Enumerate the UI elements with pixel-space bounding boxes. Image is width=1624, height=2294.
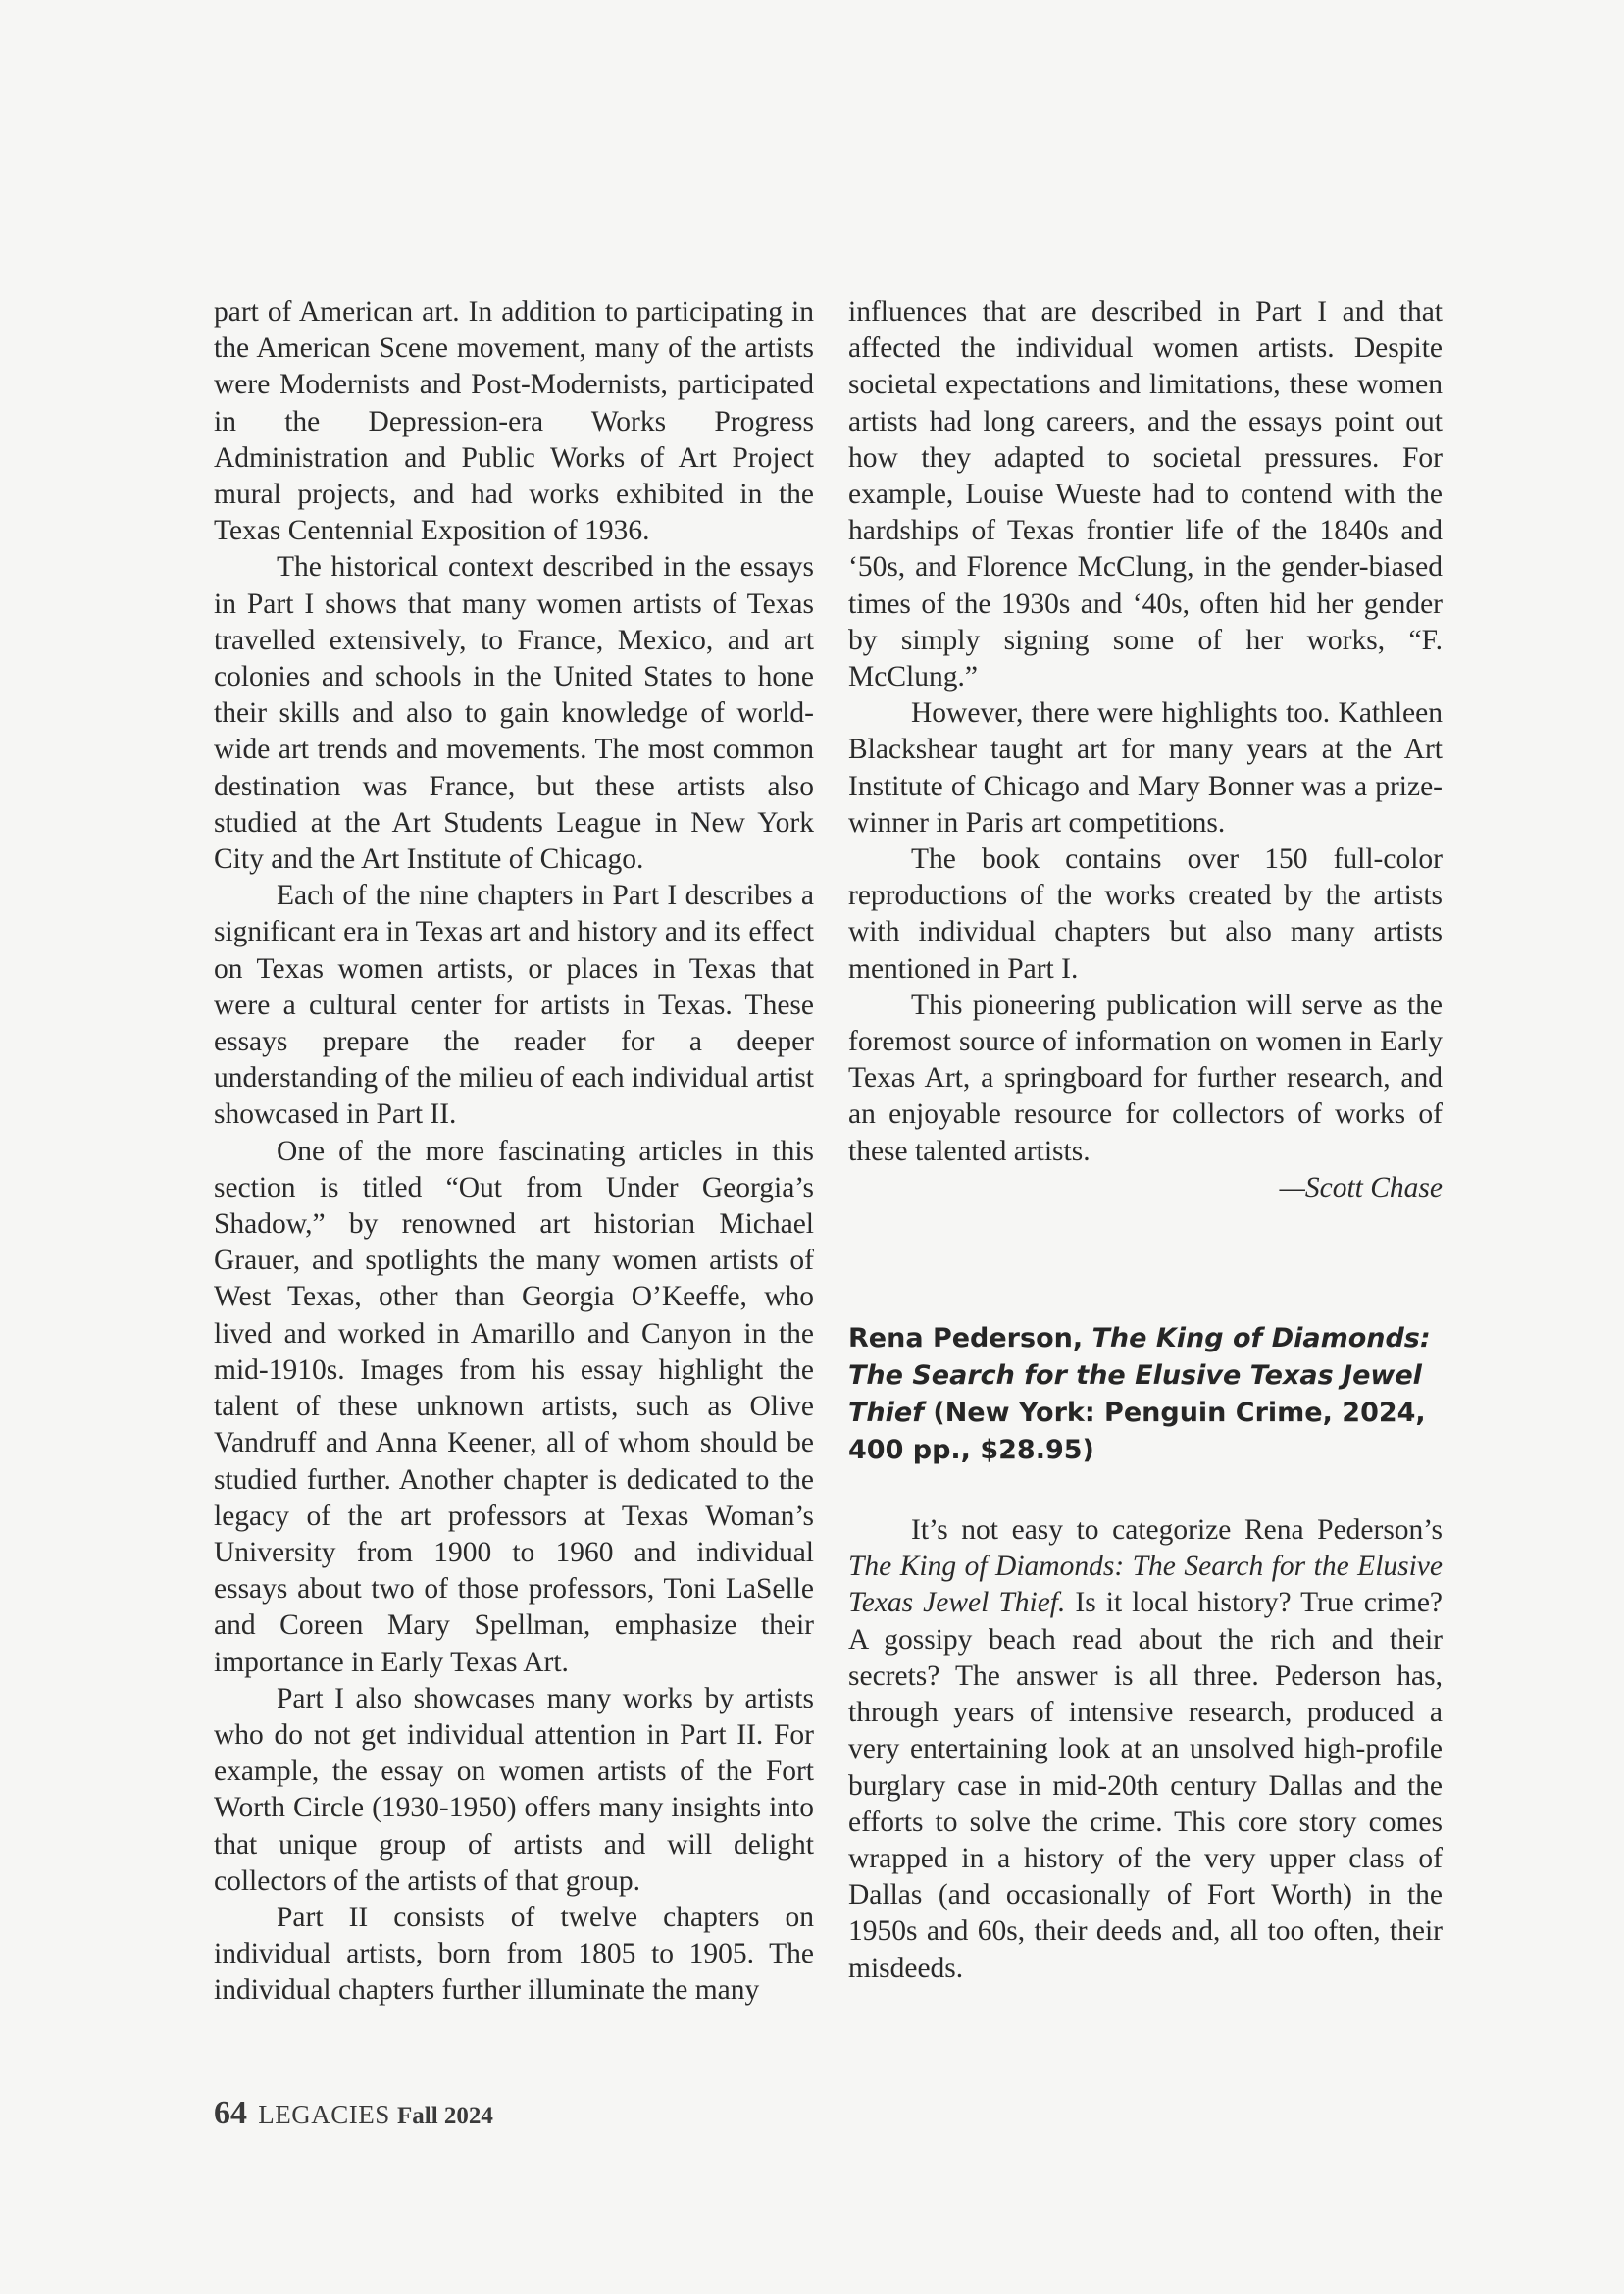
review-body (848, 1512, 1443, 1987)
review-intro-text: It’s not easy to categorize Rena Pederson’s (911, 1514, 1443, 1547)
right-paragraph-1: influences that are described in Part I and that affected the individual women artists. Despite societal expectations and limitations, these women artists had long careers, and the essays point out how they adapted to societal pressures. For example, Louise Wueste had to contend with the hardships of Texas frontier life of the 1840s and ‘50s, and Florence McClung, in the gender-biased times of the 1930s and ‘40s, often hid her gender by simply signing some of her works, “F. McClung.” (848, 296, 1443, 693)
left-paragraph-3: Each of the nine chapters in Part I describes a significant era in Texas art and history and its effect on Texas women artists, or places in Texas that were a cultural center for artists in Texas. These essays prepare the reader for a deeper understanding of the milieu of each individual artist showcased in Part II. (214, 880, 814, 1131)
magazine-name: LEGACIES (258, 2100, 390, 2129)
page-footer (214, 2095, 493, 2132)
right-paragraph-3: The book contains over 150 full-color reproductions of the works created by the artists with individual chapters but also many artists mentioned in Part I. (848, 843, 1443, 985)
review-signature: —Scott Chase (1279, 1171, 1443, 1203)
page-number: 64 (214, 2095, 247, 2131)
left-paragraph-1: part of American art. In addition to participating in the American Scene movement, many of the artists were Modernists and Post-Modernists, participated in the Depression-era Works Progress Administration and Public Works of Art Project mural projects, and had works exhibited in the Texas Centennial Exposition of 1936. (214, 296, 814, 547)
left-paragraph-6: Part II consists of twelve chapters on individual artists, born from 1805 to 1905. The individual chapters further illuminate the many (214, 1901, 814, 2007)
review-rest-text: Is it local history? True crime? A gossipy beach read about the rich and their secrets? The answer is all three. Pederson has, through years of intensive research, produced a very entertaining look at an unsolved high-profile burglary case in mid-20th century Dallas and the efforts to solve the crime. This core story comes wrapped in a history of the very upper class of Dallas (and occasionally of Fort Worth) in the 1950s and 60s, their deeds and, all too often, their misdeeds. (848, 1587, 1444, 1984)
review-inline-book-title: The King of Diamonds: The Search for the Elusive Texas Jewel Thief. (848, 1551, 1443, 1619)
right-column (848, 294, 1443, 1987)
right-paragraph-2: However, there were highlights too. Kathleen Blackshear taught art for many years at the Art Institute of Chicago and Mary Bonner was a prize-winner in Paris art competitions. (848, 697, 1443, 839)
review-author: Rena Pederson, (848, 1323, 1084, 1354)
left-column (214, 294, 814, 2010)
left-paragraph-2: The historical context described in the essays in Part I shows that many women artists of Texas travelled extensively, to France, Mexico, and art colonies and schools in the United States to hone their skills and also to gain knowledge of world-wide art trends and movements. The most common destination was France, but these artists also studied at the Art Students League in New York City and the Art Institute of Chicago. (214, 551, 814, 876)
left-paragraph-5: Part I also showcases many works by artists who do not get individual attention in Part II. For example, the essay on women artists of the Fort Worth Circle (1930-1950) offers many insights into that unique group of artists and will delight collectors of the artists of that group. (214, 1682, 814, 1897)
review-heading (848, 1320, 1443, 1469)
review-book-title: The King of Diamonds: The Search for the Elusive Texas Jewel Thief (848, 1323, 1431, 1429)
right-paragraph-4: This pioneering publication will serve as the foremost source of information on women in Early Texas Art, a springboard for further research, and an enjoyable resource for collectors of works of these talented artists. (848, 989, 1443, 1167)
issue-label: Fall 2024 (397, 2103, 493, 2129)
review-paragraph-1 (848, 1512, 1443, 1987)
left-paragraph-4: One of the more fascinating articles in this section is titled “Out from Under Georgia’s Shadow,” by renowned art historian Michael Grauer, and spotlights the many women artists of West Texas, other than Georgia O’Keeffe, who lived and worked in Amarillo and Canyon in the mid-1910s. Images from his essay highlight the talent of these unknown artists, such as Olive Vandruff and Anna Keener, all of whom should be studied further. Another chapter is dedicated to the legacy of the art professors at Texas Woman’s University from 1900 to 1960 and individual essays about two of those professors, Toni LaSelle and Coreen Mary Spellman, emphasize their importance in Early Texas Art. (214, 1135, 814, 1678)
review-publication-info: (New York: Penguin Crime, 2024, 400 pp., $28.95) (848, 1398, 1426, 1466)
